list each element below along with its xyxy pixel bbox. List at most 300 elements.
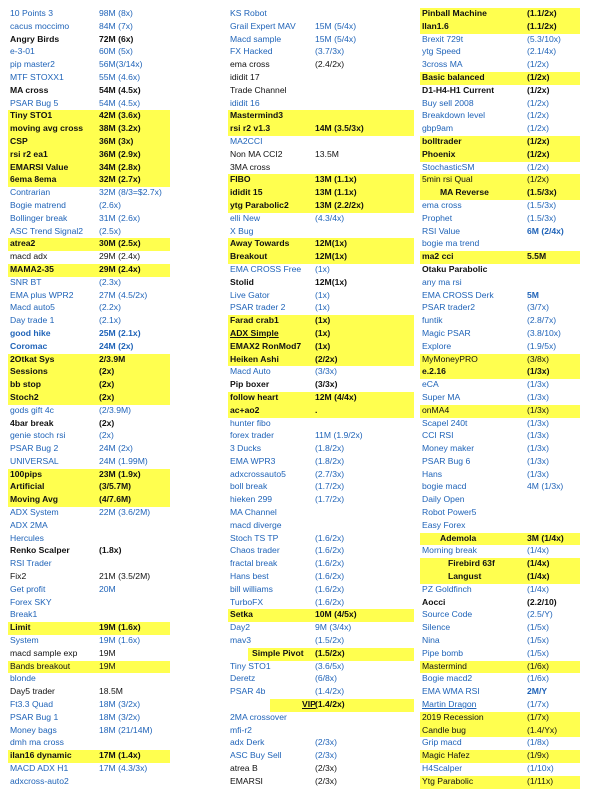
strategy-value: (3.8/10x) [527, 327, 561, 338]
strategy-value: 29M (2.4x) [99, 251, 141, 262]
strategy-value: (1.5/2x) [315, 635, 345, 646]
strategy-value: (1/3x) [527, 468, 549, 479]
strategy-name: Breakout [230, 251, 268, 262]
table-row [420, 46, 585, 59]
strategy-value: 5M [527, 289, 539, 300]
table-row [420, 366, 585, 379]
strategy-value: (1/5x) [527, 635, 549, 646]
strategy-value: (1/5x) [527, 647, 549, 658]
table-row [228, 123, 416, 136]
table-row [228, 302, 416, 315]
strategy-name: MACD ADX H1 [10, 763, 69, 774]
strategy-name: PSAR 4b [230, 686, 266, 697]
table-row [228, 21, 416, 34]
strategy-value: (1/6x) [527, 660, 549, 671]
strategy-value: (1x) [315, 302, 330, 313]
column-2 [228, 8, 416, 789]
strategy-value: (2.1x) [99, 315, 121, 326]
strategy-name: genie stoch rsi [10, 430, 66, 441]
strategy-name: gbp9am [422, 123, 454, 134]
strategy-name: bogie macd [422, 481, 467, 492]
strategy-value: (1.7/2x) [315, 481, 345, 492]
strategy-name: boll break [230, 481, 268, 492]
strategy-value: (1/4x) [527, 571, 550, 582]
strategy-name: Source Code [422, 609, 473, 620]
strategy-value: (1/3x) [527, 391, 549, 402]
table-row [420, 162, 585, 175]
strategy-name: ma2 cci [422, 251, 454, 262]
strategy-name: atrea B [230, 763, 258, 774]
table-row [228, 379, 416, 392]
table-row [420, 584, 585, 597]
table-row [420, 609, 585, 622]
table-row [8, 290, 212, 303]
table-row [8, 213, 212, 226]
strategy-name: Chaos trader [230, 545, 280, 556]
strategy-name: KS Robot [230, 8, 267, 18]
strategy-value: 18.5M [99, 686, 123, 697]
table-row [228, 571, 416, 584]
strategy-name: Prophet [422, 212, 453, 223]
table-row [228, 328, 416, 341]
strategy-value: (1.6/2x) [315, 571, 345, 582]
strategy-value: 42M (3.6x) [99, 110, 141, 121]
strategy-name: Ilan1.6 [422, 20, 449, 31]
table-row [228, 187, 416, 200]
strategy-value: (1/2x) [527, 148, 550, 159]
table-row [8, 238, 212, 251]
table-row [8, 34, 212, 47]
strategy-name: Stolid [230, 276, 254, 287]
table-row [8, 59, 212, 72]
table-row [8, 187, 212, 200]
table-row [420, 750, 585, 763]
strategy-value: (4/7.6M) [99, 494, 131, 505]
strategy-name: X Bug [230, 225, 254, 236]
table-row [8, 8, 212, 21]
table-row [8, 609, 212, 622]
strategy-name: Silence [422, 622, 451, 633]
strategy-name: Scapel 240t [422, 417, 468, 428]
table-row [8, 251, 212, 264]
strategy-name: Ademola [440, 532, 477, 543]
strategy-value: (1.1/2x) [527, 8, 557, 18]
strategy-value: (2.5/Y) [527, 609, 553, 620]
strategy-value: 12M(1x) [315, 276, 347, 287]
strategy-value: (2.4/2x) [315, 59, 345, 70]
table-row [420, 85, 585, 98]
table-row [420, 712, 585, 725]
strategy-value: (1/3x) [527, 417, 549, 428]
table-row [8, 136, 212, 149]
strategy-value: 24M (2x) [99, 443, 133, 454]
strategy-value: 10M (4/5x) [315, 609, 357, 620]
table-row [8, 418, 212, 431]
strategy-value: (2.5x) [99, 225, 121, 236]
table-row [8, 725, 212, 738]
strategy-name: MA cross [10, 84, 49, 95]
strategy-name: Moving Avg [10, 494, 59, 505]
strategy-value: 18M (3/2x) [99, 711, 141, 722]
strategy-name: PSAR trader 2 [230, 302, 286, 313]
table-row [8, 226, 212, 239]
table-row [228, 200, 416, 213]
table-row [420, 469, 585, 482]
strategy-name: dmh ma cross [10, 737, 64, 748]
strategy-name: 4bar break [10, 417, 54, 428]
strategy-name: atrea2 [10, 238, 36, 249]
strategy-value: (2x) [99, 391, 115, 402]
strategy-name: good hike [10, 327, 51, 338]
strategy-name: 3MA cross [230, 161, 271, 172]
strategy-value: 15M (5/4x) [315, 20, 357, 31]
strategy-name: elli New [230, 212, 261, 223]
strategy-value: (3/3x) [315, 366, 337, 377]
strategy-value: 19M (1.6x) [99, 622, 141, 633]
table-row [228, 597, 416, 610]
strategy-value: 3M (1/4x) [527, 532, 564, 543]
strategy-name: EMA WPR3 [230, 455, 276, 466]
strategy-value: (1/5x) [527, 622, 549, 633]
strategy-value: (4.3/4x) [315, 212, 345, 223]
table-row [228, 315, 416, 328]
strategy-name: Stoch TS TP [230, 532, 279, 543]
strategy-name: Farad crab1 [230, 315, 279, 326]
table-row [8, 264, 212, 277]
table-row [420, 737, 585, 750]
table-row [228, 149, 416, 162]
table-row [8, 443, 212, 456]
strategy-value: 32M (8/3=$2.7x) [99, 187, 162, 198]
strategy-name: Martin Dragon [422, 699, 477, 710]
strategy-name: rsi r2 v1.3 [230, 123, 271, 134]
table-row [420, 443, 585, 456]
strategy-value: (2x) [99, 379, 115, 390]
table-row [420, 430, 585, 443]
table-row [420, 213, 585, 226]
strategy-value: (1.7/2x) [315, 494, 345, 505]
table-row [8, 315, 212, 328]
strategy-name: funtik [422, 315, 443, 326]
table-row [8, 699, 212, 712]
strategy-value: 12M (4/4x) [315, 391, 357, 402]
strategy-value: 84M (7x) [99, 20, 133, 31]
strategy-name: Magic PSAR [422, 327, 471, 338]
strategy-value: (1/11x) [527, 775, 554, 786]
table-row [8, 200, 212, 213]
strategy-value: 98M (8x) [99, 8, 133, 18]
table-row [8, 405, 212, 418]
strategy-name: Trade Channel [230, 84, 287, 95]
strategy-value: (1/3x) [527, 430, 549, 441]
strategy-value: 6M (2/4x) [527, 225, 564, 236]
strategy-value: (2/3x) [315, 737, 337, 748]
strategy-name: 100pips [10, 468, 43, 479]
strategy-name: EMARSI [230, 775, 263, 786]
table-row [420, 763, 585, 776]
table-row [8, 584, 212, 597]
table-row [420, 507, 585, 520]
strategy-value: (1.5/2x) [315, 647, 345, 658]
strategy-name: Pinball Machine [422, 8, 487, 18]
table-row [8, 341, 212, 354]
table-row [8, 648, 212, 661]
table-row [228, 558, 416, 571]
table-row [8, 123, 212, 136]
strategy-name: Macd auto5 [10, 302, 55, 313]
strategy-name: UNIVERSAL [10, 455, 59, 466]
table-row [228, 8, 416, 21]
table-row [420, 328, 585, 341]
table-row [420, 571, 585, 584]
strategy-value: 54M (4.5x) [99, 84, 141, 95]
table-row [228, 699, 416, 712]
strategy-value: 23M (1.9x) [99, 468, 141, 479]
strategy-value: (2/3x) [315, 763, 337, 774]
table-row [228, 392, 416, 405]
strategy-name: Mastermind3 [230, 110, 284, 121]
table-row [420, 226, 585, 239]
table-row [8, 98, 212, 111]
strategy-name: Fix2 [10, 571, 27, 582]
table-row [8, 328, 212, 341]
strategy-name: Setka [230, 609, 253, 620]
strategy-value: 20M [99, 583, 116, 594]
strategy-value: (2/3.9M) [99, 404, 131, 415]
table-row [228, 763, 416, 776]
strategy-value: 22M (3.6/2M) [99, 507, 151, 518]
table-row [228, 46, 416, 59]
strategy-name: 10 Points 3 [10, 8, 53, 18]
strategy-name: ADX System [10, 507, 59, 518]
table-row [8, 162, 212, 175]
strategy-value: 60M (5x) [99, 46, 133, 57]
strategy-value: 24M (2x) [99, 340, 134, 351]
strategy-name: MA Reverse [440, 187, 489, 198]
strategy-name: Tiny STO1 [230, 660, 271, 671]
table-row [8, 494, 212, 507]
highlight-band [420, 571, 580, 584]
table-row [8, 737, 212, 750]
strategy-value: 19M (1.6x) [99, 635, 141, 646]
table-row [228, 341, 416, 354]
strategy-name: CSP [10, 135, 28, 146]
table-row [420, 686, 585, 699]
strategy-name: EMA CROSS Free [230, 263, 302, 274]
table-row [420, 648, 585, 661]
table-row [228, 136, 416, 149]
table-row [8, 379, 212, 392]
table-row [228, 622, 416, 635]
table-row [420, 661, 585, 674]
strategy-name: moving avg cross [10, 123, 84, 134]
table-row [8, 430, 212, 443]
strategy-name: Bogie macd2 [422, 673, 473, 684]
strategy-value: (2.1/4x) [527, 46, 557, 57]
strategy-name: 5min rsi Qual [422, 174, 473, 185]
strategy-name: FX Hacked [230, 46, 273, 57]
strategy-value: 25M (2.1x) [99, 327, 141, 338]
table-row [228, 673, 416, 686]
strategy-value: 72M (6x) [99, 33, 134, 44]
table-row [8, 85, 212, 98]
strategy-value: 15M (5/4x) [315, 33, 357, 44]
table-row [8, 392, 212, 405]
strategy-name: e-3-01 [10, 46, 35, 57]
table-row [8, 110, 212, 123]
table-row [8, 72, 212, 85]
table-row [420, 98, 585, 111]
strategy-name: ididit 15 [230, 187, 263, 198]
table-row [420, 251, 585, 264]
strategy-name: PZ Goldfinch [422, 583, 472, 594]
strategy-name: ididit 17 [230, 71, 260, 82]
strategy-name: pip master2 [10, 59, 55, 70]
strategy-value: 12M(1x) [315, 251, 347, 262]
strategy-value: (1/3x) [527, 443, 549, 454]
strategy-name: CCI RSI [422, 430, 454, 441]
table-row [8, 277, 212, 290]
strategy-name: ema cross [230, 59, 270, 70]
strategy-value: (1.6/2x) [315, 532, 345, 543]
strategy-name: StochasticSM [422, 161, 475, 172]
table-row [8, 46, 212, 59]
table-row [228, 776, 416, 789]
table-row [228, 635, 416, 648]
strategy-value: (1/3x) [527, 455, 549, 466]
table-row [8, 21, 212, 34]
table-row [8, 673, 212, 686]
table-row [420, 8, 585, 21]
table-row [228, 661, 416, 674]
strategy-value: 17M (4.3/3x) [99, 763, 148, 774]
strategy-name: Hans best [230, 571, 269, 582]
table-row [228, 507, 416, 520]
strategy-value: (2x) [99, 417, 115, 428]
strategy-name: Nina [422, 635, 440, 646]
strategy-name: Money bags [10, 724, 57, 735]
strategy-value: (1/9x) [527, 750, 549, 761]
strategy-name: Macd sample [230, 33, 282, 44]
table-row [420, 174, 585, 187]
strategy-name: Artificial [10, 481, 45, 492]
table-row [420, 776, 585, 789]
strategy-name: Buy sell 2008 [422, 97, 474, 108]
strategy-value: (3/8x) [527, 353, 549, 364]
strategy-name: RSI Value [422, 225, 461, 236]
table-row [8, 456, 212, 469]
strategy-name: 2MA crossover [230, 711, 287, 722]
strategy-value: (2.6x) [99, 199, 121, 210]
strategy-name: D1-H4-H1 Current [422, 84, 495, 95]
strategy-name: EMAX2 RonMod7 [230, 340, 302, 351]
strategy-value: 55M (4.6x) [99, 71, 141, 82]
strategy-value: (2.2/10) [527, 596, 557, 607]
strategy-value: (1/10x) [527, 763, 554, 774]
table-row [420, 149, 585, 162]
strategy-name: 6ema 8ema [10, 174, 57, 185]
strategy-value: 54M (4.5x) [99, 97, 141, 108]
strategy-value: 2/3.9M [99, 353, 126, 364]
strategy-value: 32M (2.7x) [99, 174, 141, 185]
strategy-name: FIBO [230, 174, 251, 185]
table-row [420, 456, 585, 469]
strategy-name: Sessions [10, 366, 48, 377]
strategy-value: (1/7x) [527, 699, 549, 710]
strategy-name: follow heart [230, 391, 279, 402]
strategy-name: Candle bug [422, 724, 466, 735]
strategy-name: Tiny STO1 [10, 110, 53, 121]
table-row [8, 545, 212, 558]
strategy-value: (1.6/2x) [315, 583, 345, 594]
table-row [420, 558, 585, 571]
strategy-value: (1/4x) [527, 583, 549, 594]
table-row [228, 443, 416, 456]
strategy-value: (1.5/3x) [527, 187, 557, 198]
strategy-name: Grip macd [422, 737, 462, 748]
strategy-value: (1.4/2x) [315, 686, 345, 697]
strategy-name: hunter fibo [230, 417, 271, 428]
table-row [228, 712, 416, 725]
strategy-name: System [10, 635, 39, 646]
strategy-value: 36M (3x) [99, 135, 134, 146]
strategy-name: bogie ma trend [422, 238, 480, 249]
strategy-name: blonde [10, 673, 36, 684]
strategy-value: 21M (3.5/2M) [99, 571, 151, 582]
table-row [228, 737, 416, 750]
strategy-value: (1/2x) [527, 84, 550, 95]
table-row [8, 712, 212, 725]
strategy-name: Magic Hafez [422, 750, 470, 761]
strategy-name: Phoenix [422, 148, 456, 159]
strategy-value: (1x) [315, 263, 330, 274]
strategy-value: (3/5.7M) [99, 481, 131, 492]
table-row [420, 481, 585, 494]
table-row [8, 507, 212, 520]
strategy-name: Simple Pivot [252, 647, 304, 658]
table-row [420, 34, 585, 47]
strategy-name: e.2.16 [422, 366, 446, 377]
table-row [228, 609, 416, 622]
strategy-value: 34M (2.8x) [99, 161, 141, 172]
strategy-name: Stoch2 [10, 391, 39, 402]
strategy-name: gods gift 4c [10, 404, 54, 415]
strategy-name: forex trader [230, 430, 274, 441]
strategy-value: (1/2x) [527, 161, 549, 172]
strategy-name: ema cross [422, 199, 462, 210]
table-row [420, 622, 585, 635]
strategy-name: PSAR Bug 2 [10, 443, 59, 454]
strategy-name: EMA plus WPR2 [10, 289, 74, 300]
strategy-value: 38M (3.2x) [99, 123, 141, 134]
strategy-name: rsi r2 ea1 [10, 148, 48, 159]
strategy-name: Ytg Parabolic [422, 775, 474, 786]
strategy-value: 13M (1.1x) [315, 174, 357, 185]
strategy-value: (1.8/2x) [315, 443, 345, 454]
table-row [228, 584, 416, 597]
strategy-value: (5.3/10x) [527, 33, 561, 44]
strategy-name: H4Scalper [422, 763, 463, 774]
table-row [420, 673, 585, 686]
table-row [228, 290, 416, 303]
strategy-name: Angry Birds [10, 33, 60, 44]
strategy-value: 4M (1/3x) [527, 481, 564, 492]
table-row [228, 174, 416, 187]
strategy-name: Break1 [10, 609, 38, 620]
strategy-value: 56M(3/14x) [99, 59, 143, 70]
strategy-name: Live Gator [230, 289, 270, 300]
strategy-name: Money maker [422, 443, 475, 454]
